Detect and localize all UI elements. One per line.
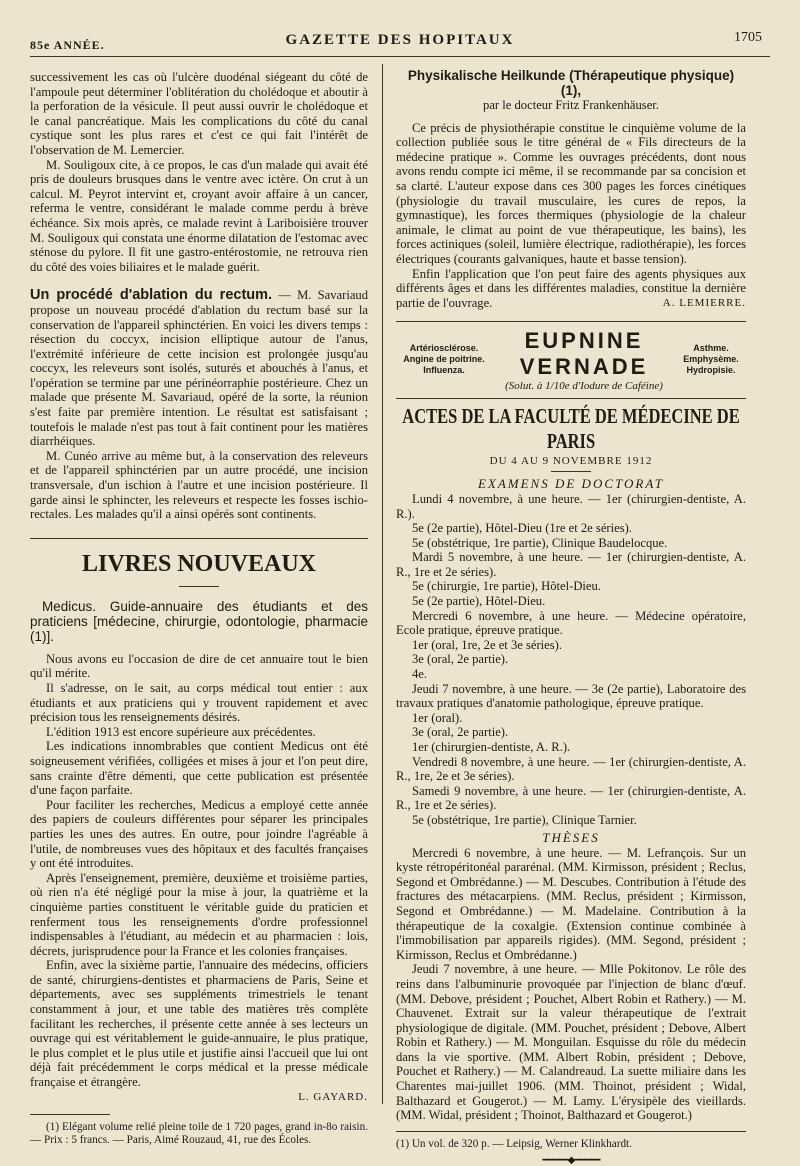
medicus-review xyxy=(30,599,368,1104)
exam-line: 3e (oral, 2e partie). xyxy=(412,652,509,667)
header-rule xyxy=(30,56,770,57)
medicus-paragraph: L'édition 1913 est encore supérieure aux précédentes. xyxy=(46,724,316,739)
physik-paragraph: Ce précis de physiothérapie constitue le cinquième volume de la collection publiée sous le titre général de « Fils directeurs de la médecine pratique ». Comme les ouvrages précédents, dont nous avons rendu compte ici même, il se recommande par sa concision et sa clarté. L'auteur expose dans ces 300 pages les forces cinétiques (physiologie du travail musculaire, les cures de repos, la gymnastique), les forces thermiques (physiologie de la chaleur animale, le climat au point de vue thérapeutique, les bains), les forces actiniques (soleil, lumière électrique, radiothérapie), les forces électriques (courants galvaniques, haute et basse tension). xyxy=(396,120,746,266)
footnote-rule xyxy=(396,1131,746,1132)
rectum-article xyxy=(30,288,368,522)
right-footnote: (1) Un vol. de 320 p. — Leipsig, Werner Klinkhardt. xyxy=(396,1137,632,1150)
exam-line: 5e (obstétrique, 1re partie), Clinique Tarnier. xyxy=(412,812,637,827)
ad-subtitle: (Solut. à 1/10e d'Iodure de Caféine) xyxy=(505,379,663,392)
rectum-title: Un procédé d'ablation du rectum. xyxy=(30,287,273,304)
medicus-paragraph: Après l'enseignement, première, deuxième et troisième parties, où rien n'a été négligé pour la mise à jour, la quatrième et la cinquième parties constituent le véritable guide du praticien et renferment tous les renseignements d'ordre professionnel indispensables à l'étudiant, au médecin et au pharmacien : lois, décrets, jurisprudence pour la France et les colonies françaises. xyxy=(30,870,368,958)
column-rule xyxy=(382,64,383,1104)
theses-paragraph: Mercredi 6 novembre, à une heure. — M. Lefrançois. Sur un kyste rétropéritonéal pararénal. (MM. Kirmisson, président ; Reclus, Segond et Ombrédanne.) — M. Descubes. Contribution à l'étude des fractures des métacarpiens. (MM. Reclus, président ; Kirmisson, Segond et Ombrédanne.) — M. Madelaine. Contribution à la thérapeutique de la coxalgie. (Extension continue combinée à l'immobilisation par appareils rigides). (MM. Segond, président ; Kirmisson, Reclus et Ombrédanne.) xyxy=(396,845,746,962)
page-number: 1705 xyxy=(734,30,762,45)
faculty-title: ACTES DE LA FACULTÉ DE MÉDECINE DE PARIS xyxy=(402,403,740,453)
intro-article xyxy=(30,70,368,274)
theses-title: THÈSES xyxy=(542,829,600,845)
exam-line: 5e (2e partie), Hôtel-Dieu. xyxy=(412,594,546,609)
exam-line: 5e (chirurgie, 1re partie), Hôtel-Dieu. xyxy=(412,579,601,594)
issue-year: 85e ANNÉE. xyxy=(30,38,105,52)
medicus-paragraph: Pour faciliter les recherches, Medicus a employé cette année des papiers de couleurs différentes pour séparer les principales parties les unes des autres. En outre, pour joindre l'agréable à l'utile, de nombreuses vues des hôpitaux et des facultés françaises y ont été introduites. xyxy=(30,797,368,871)
physik-review xyxy=(396,121,746,311)
ad-center xyxy=(492,328,676,392)
medicus-paragraph: Il s'adresse, on le sait, au corps médical tout entier : aux étudiants et aux praticiens qui y trouvent rapidement et avec précision tous les renseignements désirés. xyxy=(30,681,368,725)
exam-line: Vendredi 8 novembre, à une heure. — 1er (chirurgien-dentiste, A. R., 1re, 2e et 3e séries). xyxy=(396,754,746,784)
ad-indications-right: Asthme. Emphysème. Hydropisie. xyxy=(683,343,739,376)
exam-line: 1er (oral). xyxy=(412,710,463,725)
medicus-paragraph: Les indications innombrables que contient Medicus ont été soigneusement vérifiées, colligées et mises à jour et l'on peut dire, sans crainte d'être démenti, que cette publication est présentée d'une façon parfaite. xyxy=(30,739,368,798)
exam-line: 1er (oral, 1re, 2e et 3e séries). xyxy=(412,637,562,652)
advertisement xyxy=(396,322,746,398)
books-title: LIVRES NOUVEAUX xyxy=(81,550,317,577)
exam-line: Samedi 9 novembre, à une heure. — 1er (chirurgien-dentiste, A. R., 1re et 2e séries). xyxy=(396,783,746,813)
ad-brand: EUPNINE VERNADE xyxy=(519,327,649,379)
journal-title: GAZETTE DES HOPITAUX xyxy=(285,32,515,48)
physik-title: Physikalische Heilkunde (Thérapeutique physique) (1), xyxy=(407,68,735,98)
intro-paragraph: M. Souligoux cite, à ce propos, le cas d'un malade qui avait été pris de douleurs brusques dans le ventre avec ictère. On crut à un calcul. M. Peyrot intervint et, croyant avoir affaire à un cancer, referma le ventre, considérant le malade comme perdu à brève échéance. Six mois après, ce malade revint à Lariboisière trouver M. Souligoux qui constata une énorme dilatation de l'estomac avec sténose du pylore. Il fit une gastro-entérostomie, ne retrouva rien du côté des voies biliaires et le malade guérit. xyxy=(30,157,368,274)
medicus-paragraph: Enfin, avec la sixième partie, l'annuaire des médecins, officiers de santé, chirurgiens-dentistes et pharmaciens de Paris, Seine et départements, avec ses suppléments trimestriels le tenant constamment à jour, et une table des matières très complète facilitant les recherches, il présente cette année à ses lecteurs un ouvrage qui est véritablement le guide-annuaire, le plus pratique, le plus complet et le plus utile et justifie ainsi l'accueil que lui ont déjà fait précédemment le corps médical et la presse médicale française et étrangère. xyxy=(30,958,368,1090)
end-ornament: ━━━━━◆━━━━━ xyxy=(542,1154,600,1166)
exam-line: 4e. xyxy=(412,667,428,682)
title-dash xyxy=(179,586,219,587)
faculty-dates: DU 4 AU 9 NOVEMBRE 1912 xyxy=(489,454,653,467)
exam-line: 5e (obstétrique, 1re partie), Clinique Baudelocque. xyxy=(412,535,668,550)
medicus-signature: L. GAYARD. xyxy=(298,1090,368,1103)
exam-line: Mardi 5 novembre, à une heure. — 1er (chirurgien-dentiste, A. R., 1re et 2e séries). xyxy=(396,550,746,579)
exam-schedule xyxy=(396,492,746,828)
ad-bottom-rule xyxy=(396,398,746,399)
footnote-rule xyxy=(30,1114,110,1115)
exam-line: Mercredi 6 novembre, à une heure. — Médecine opératoire, Ecole pratique, épreuve pratique. xyxy=(396,608,746,638)
physik-signature: A. LEMIERRE. xyxy=(662,297,746,310)
rectum-lead: — M. Savariaud propose un nouveau procédé d'ablation du rectum basé sur la conservation de l'appareil sphinctérien. En voici les divers temps : résection du coccyx, incision elliptique autour de l'anus, l'extrémité inférieure de cette incision est prolongée jusqu'au coccyx, les releveurs sont isolés, suturés et abouchés à l'anus, et l'opération se termine par une périnéorraphie postérieure. Chez un malade que présente M. Savariaud, opéré de la sorte, la réunion s'est faite par première intention. Le résultat est satisfaisant ; toutefois le malade n'est pas tout à fait continent pour les matières diarrhéiques. xyxy=(30,288,369,449)
dates-dash xyxy=(551,471,591,472)
exam-line: 3e (oral, 2e partie). xyxy=(412,725,509,740)
ad-indications-left: Artériosclérose. Angine de poitrine. Influenza. xyxy=(403,343,485,376)
exam-line: Jeudi 7 novembre, à une heure. — 3e (2e partie), Laboratoire des travaux pratiques d'anatomie pathologique, épreuve pratique. xyxy=(396,681,746,711)
theses-list xyxy=(396,846,746,1123)
left-column xyxy=(30,70,368,1147)
section-rule xyxy=(30,538,368,539)
exams-title: EXAMENS DE DOCTORAT xyxy=(477,475,665,491)
rectum-paragraph: M. Cunéo arrive au même but, à la conservation des releveurs et de l'appareil sphinctérien par un autre procédé, une incision transversale, d'un ischion à l'autre et une incision postérieure. Il garde ainsi le sphincter, les releveurs et respecte les fosses ischio-rectales. Les malades qu'il a ainsi opérés sont continents. xyxy=(30,448,368,522)
exam-line: 5e (2e partie), Hôtel-Dieu (1re et 2e séries). xyxy=(412,521,632,536)
intro-paragraph: successivement les cas où l'ulcère duodénal siégeant du côté de l'ampoule peut déterminer l'oblitération du cholédoque et aboutir à la perforation de la vésicule. Il peut aussi ouvrir le cholédoque et le canal pancréatique. Mais les complications du côté du canal cystique sont les plus rares et c'est ce qui fait l'intérêt de l'observation de M. Lemercier. xyxy=(30,70,368,157)
exam-line: 1er (chirurgien-dentiste, A. R.). xyxy=(412,740,571,754)
exam-line: Lundi 4 novembre, à une heure. — 1er (chirurgien-dentiste, A. R.). xyxy=(396,491,746,521)
left-footnote: (1) Elégant volume relié pleine toile de 1 720 pages, grand in-8o raisin. — Prix : 5 francs. — Paris, Aimé Rouzaud, 41, rue des Écoles. xyxy=(30,1121,368,1147)
theses-paragraph: Jeudi 7 novembre, à une heure. — Mlle Pokitonov. Le rôle des reins dans l'albuminurie provoquée par l'injection de blanc d'œuf. (MM. Debove, président ; Pouchet, Albert Robin et Rathery.) — M. Chauvenet. Extrait sur la valeur thérapeutique de l'extrait physiologique de digitale. (MM. Pouchet, président ; Debove, Albert Robin et Rathery.) — M. Monguilan. Esquisse du rôle du médecin dans la vie sportive. (MM. Albert Robin, président ; Debove, Pouchet et Rathery.) — M. Calandreaud. La suette miliaire dans les Charentes mai-juillet 1906. (MM. Thoinot, président ; Widal, Balthazard et Gougerot.) — M. Lamy. L'érysipèle des vieillards. (MM. Widal, président ; Thoinot, Balthazard et Gougerot.) xyxy=(396,962,746,1123)
physik-paragraph: Enfin l'application que l'on peut faire des agents physiques aux différents âges et dans les différentes maladies, constitue la dernière partie de l'ouvrage. xyxy=(396,266,746,310)
medicus-paragraph: Nous avons eu l'occasion de dire de cet annuaire tout le bien qu'il mérite. xyxy=(30,651,368,681)
medicus-title: Medicus. Guide-annuaire des étudiants et des praticiens [médecine, chirurgie, odontologie, pharmacie (1)]. xyxy=(30,598,368,644)
physik-author: par le docteur Fritz Frankenhäuser. xyxy=(483,98,659,112)
right-column xyxy=(396,68,746,1166)
